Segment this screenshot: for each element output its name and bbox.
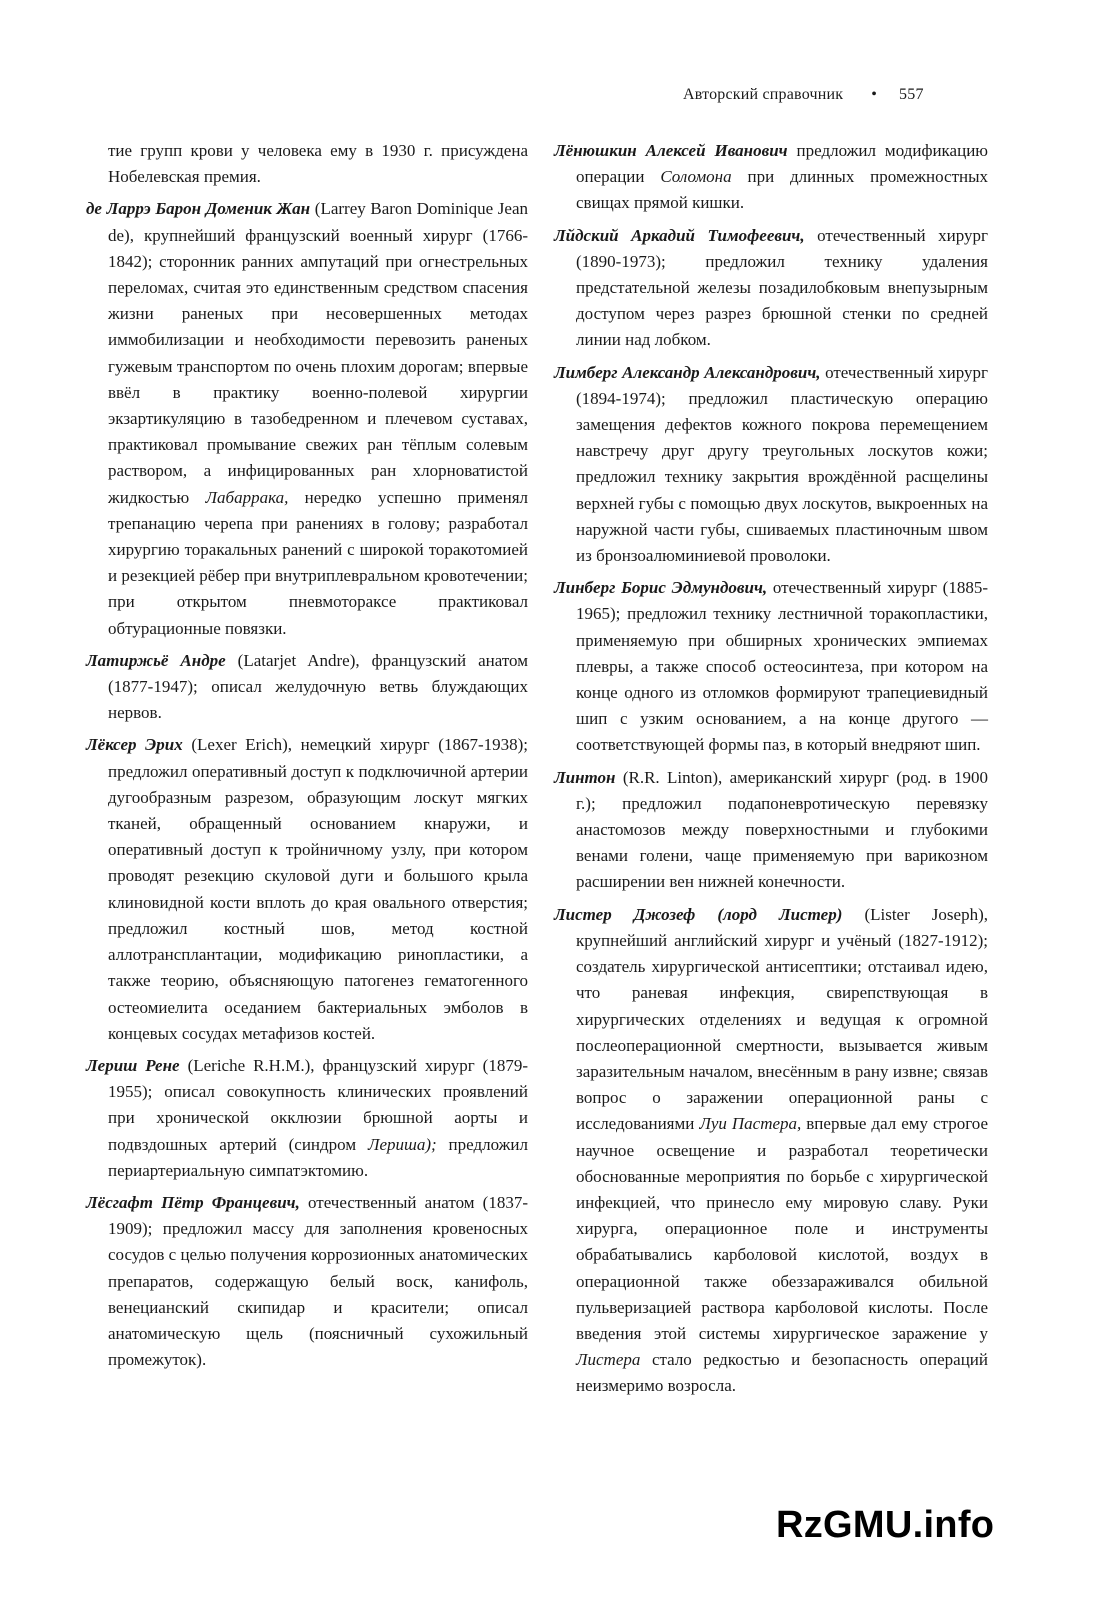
- headword: Лйдский Аркадий Тимофеевич,: [554, 225, 805, 245]
- header-separator: •: [871, 86, 878, 103]
- entry-linton: Линтон (R.R. Linton), американский хирург (род. в 1900 г.); предложил подапоневротическую перевязку анастомозов между поверхностными и глубокими венами голени, чаще применяемую при варикозном расширении вен нижней конечности.: [554, 767, 988, 892]
- section-title: Авторский справочник: [683, 86, 844, 103]
- left-column: [86, 138, 528, 1379]
- right-column: [554, 138, 988, 1406]
- entry-lidsky: Лйдский Аркадий Тимофеевич, отечественный хирург (1890-1973); предложил технику удаления предстательной железы позадилобковым внепузырным доступом через разрез брюшной стенки по средней линии над лобком.: [554, 225, 989, 350]
- entry-continuation: тие групп крови у человека ему в 1930 г. присуждена Нобелевская премия.: [108, 141, 528, 187]
- entry-lister: Листер Джозеф (лорд Листер) (Lister Joseph), крупнейший английский хирург и учёный (1827-1912); создатель хирургической антисептики; отстаивал идею, что раневая инфекция, свирепствующая в хирургических отделениях и ведущая к огромной послеоперационной смертности, вызывается живым заразительным началом, внесённым в рану извне; связав вопрос о заражении операционной раны с исследованиями Луи Пастера, впервые дал ему строгое научное освещение и разработал теоретически обоснованные мероприятия по борьбе с хирургической инфекцией, что принесло ему мировую славу. Руки хирурга, операционное поле и инструменты обрабатывались карболовой кислотой, воздух в операционной также обеззараживался обильной пульверизацией раствора карболовой кислоты. После введения этой системы хирургическое заражение у Листера стало редкостью и безопасность операций неизмеримо возросла.: [554, 904, 989, 1396]
- cross-reference: Листера: [576, 1350, 641, 1370]
- page-number: 557: [899, 86, 924, 103]
- headword: Лёксер Эрих: [86, 735, 183, 755]
- cross-reference: Луи Пастера,: [699, 1114, 802, 1134]
- entry-linberg: Линберг Борис Эдмундович, отечественный хирург (1885-1965); предложил технику лестничной торакопластики, применяемую при обширных хронических эмпиемах плевры, а также способ остеосинтеза, при котором на конце одного из отломков формируют трапециевидный шип с узким основанием, а на конце другого — соответствующей формы паз, в который внедряют шип.: [554, 578, 989, 755]
- entry-latarjet: Латиржьё Андре (Latarjet Andre), французский анатом (1877-1947); описал желудочную ветвь блуждающих нервов.: [86, 650, 528, 723]
- headword: Лёнюшкин Алексей Иванович: [554, 141, 788, 160]
- entry-leriche: Лериш Рене (Leriche R.H.M.), французский хирург (1879-1955); описал совокупность клинических проявлений при хронической окклюзии брюшной аорты и подвздошных артерий (синдром Лериша); предложил периартериальную симпатэктомию.: [86, 1055, 529, 1180]
- entry-larrey: де Ларрэ Барон Доменик Жан (Larrey Baron Dominique Jean de), крупнейший французский военный хирург (1766-1842); сторонник ранних ампутаций при огнестрельных переломах, считая это единственным средством спасения жизни раненых при несовершенных методах иммобилизации и необходимости перевозить раненых гужевым транспортом по очень плохим дорогам; впервые ввёл в практику военно-полевой хирургии экзартикуляцию в тазобедренном и плечевом суставах, практиковал промывание свежих ран тёплым солевым раствором, а инфицированных ран хлорноватистой жидкостью Лабаррака, нередко успешно применял трепанацию черепа при ранениях в голову; разработал хирургию торакальных ранений с широкой торакотомией и резекцией рёбер при внутриплевральном кровотечении; при открытом пневмотораксе практиковал обтурационные повязки.: [86, 199, 528, 638]
- headword: Листер Джозеф (лорд Листер): [554, 904, 843, 924]
- headword: Лериш Рене: [86, 1055, 180, 1075]
- entry-lexer: Лёксер Эрих (Lexer Erich), немецкий хирург (1867-1938); предложил оперативный доступ к подключичной артерии дугообразным разрезом, образующим лоскут мягких тканей, обращенный основанием кнаружи, и оперативный доступ к тройничному узлу, при котором проводят резекцию скуловой дуги и большого крыла клиновидной кости вплоть до края овального отверстия; предложил костный шов, метод костной аллотрансплантации, модификацию ринопластики, а также теорию, объясняющую патогенез гематогенного остеомиелита оседанием бактериальных эмболов в концевых сосудах метафизов костей.: [86, 735, 528, 1043]
- cross-reference: Лериша);: [367, 1134, 437, 1154]
- headword: Лёсгафт Пётр Францевич,: [86, 1192, 300, 1212]
- headword: Латиржьё Андре: [86, 650, 226, 670]
- headword: Линберг Борис Эдмундович,: [554, 578, 768, 598]
- headword: де Ларрэ Барон Доменик Жан: [86, 199, 311, 219]
- cross-reference: Соломона: [660, 167, 732, 187]
- headword: Линтон: [554, 767, 616, 787]
- entry-lenyushkin: Лёнюшкин Алексей Иванович предложил модификацию операции Соломона при длинных промежностных свищах прямой кишки.: [554, 141, 989, 213]
- watermark-logo: RzGMU.info: [776, 1504, 995, 1546]
- headword: Лимберг Александр Александрович,: [554, 362, 821, 382]
- running-head: [683, 86, 924, 104]
- entry-limberg: Лимберг Александр Александрович, отечественный хирург (1894-1974); предложил пластическую операцию замещения дефектов кожного покрова перемещением навстречу друг другу треугольных лоскутов кожи; предложил технику закрытия врождённой расщелины верхней губы с помощью двух лоскутов, выкроенных на наружной части губы, сшиваемых пластиночным швом из бронзоалюминиевой проволоки.: [554, 362, 989, 566]
- cross-reference: Лабаррака,: [205, 487, 289, 507]
- entry-lesgaft: Лёсгафт Пётр Францевич, отечественный анатом (1837-1909); предложил массу для заполнения кровеносных сосудов с целью получения коррозионных анатомических препаратов, содержащую белый воск, канифоль, венецианский скипидар и красители; описал анатомическую щель (поясничный сухожильный промежуток).: [86, 1192, 529, 1370]
